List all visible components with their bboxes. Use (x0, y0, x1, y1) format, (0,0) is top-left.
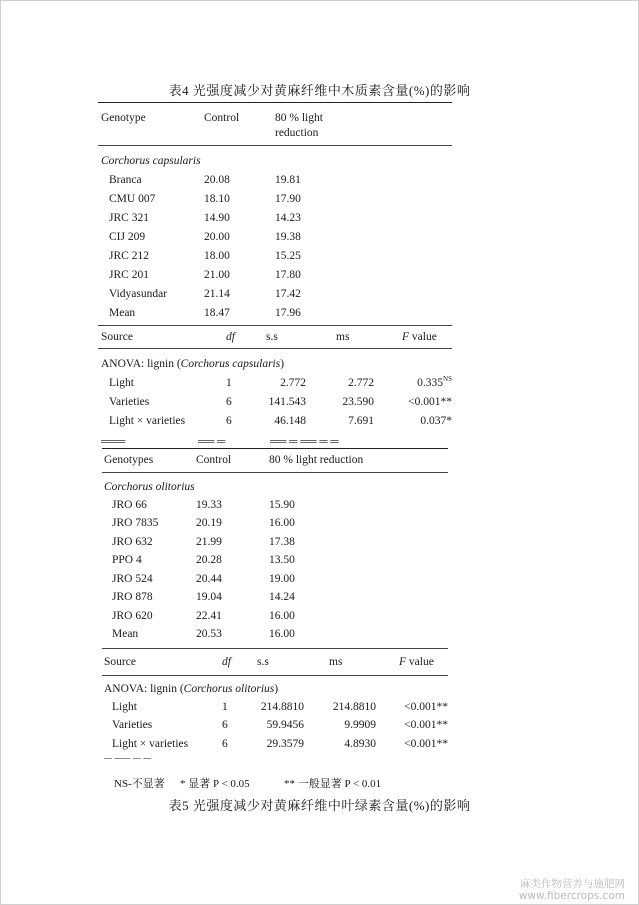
anova-ms: 9.9909 (344, 719, 376, 731)
anova-f-value: <0.001** (404, 701, 448, 713)
clipped-text-fragment: ═══ ══ ═ ══ ═ ══ ═ ═ (101, 440, 339, 448)
anova-header-rule (102, 675, 448, 676)
table4-top-rule (98, 102, 452, 103)
anova-header-df: df (222, 656, 231, 668)
reduced-mean: 17.96 (275, 307, 301, 319)
anova-ss: 2.772 (280, 377, 306, 389)
control-mean: 18.47 (204, 307, 230, 319)
reduced-value: 17.90 (275, 193, 301, 205)
table4b-top-rule (102, 448, 448, 449)
anova-ss: 214.8810 (260, 701, 304, 713)
genotype-name: JRO 878 (112, 591, 153, 603)
anova-ss: 141.543 (268, 396, 306, 408)
anova-ms: 23.590 (342, 396, 374, 408)
control-value: 20.19 (196, 517, 222, 529)
control-value: 20.44 (196, 573, 222, 585)
table4b-header-rule (102, 472, 448, 473)
anova-ms: 2.772 (348, 377, 374, 389)
species-olitorius: Corchorus olitorius (104, 481, 195, 493)
reduced-value: 13.50 (269, 554, 295, 566)
header-control: Control (196, 454, 232, 466)
anova-top-rule (102, 648, 448, 649)
anova-source: Light (109, 377, 134, 389)
genotype-name: JRO 524 (112, 573, 153, 585)
control-value: 18.00 (204, 250, 230, 262)
genotype-name: Vidyasundar (109, 288, 168, 300)
header-genotypes: Genotypes (104, 454, 154, 466)
reduced-value: 14.23 (275, 212, 301, 224)
anova-source: Light × varieties (109, 415, 186, 427)
reduced-value: 19.38 (275, 231, 301, 243)
watermark-site-name: 麻类作物营养与施肥网 (520, 878, 625, 890)
reduced-value: 16.00 (269, 517, 295, 529)
footnote-p05: * 显著 P < 0.05 (180, 778, 250, 790)
anova-f-value: <0.001** (408, 396, 452, 408)
control-value: 21.99 (196, 536, 222, 548)
anova-ms: 214.8810 (332, 701, 376, 713)
control-value: 21.14 (204, 288, 230, 300)
reduced-value: 15.25 (275, 250, 301, 262)
anova-source: Varieties (109, 396, 150, 408)
anova-header-ss: s.s (266, 331, 278, 343)
reduced-value: 19.81 (275, 174, 301, 186)
anova-ms: 7.691 (348, 415, 374, 427)
reduced-value: 17.38 (269, 536, 295, 548)
genotype-name: Branca (109, 174, 142, 186)
anova-title: ANOVA: lignin (Corchorus capsularis) (101, 358, 285, 370)
clipped-text-fragment: ═ ══ ═ ═ (104, 757, 152, 764)
anova-df: 6 (226, 396, 232, 408)
control-value: 14.90 (204, 212, 230, 224)
anova-f-value: <0.001** (404, 719, 448, 731)
anova-df: 6 (222, 738, 228, 750)
reduced-value: 17.80 (275, 269, 301, 281)
header-control: Control (204, 112, 240, 124)
control-value: 18.10 (204, 193, 230, 205)
anova-df: 6 (226, 415, 232, 427)
anova-header-ms: ms (329, 656, 343, 668)
anova-header-source: Source (101, 331, 133, 343)
species-capsularis: Corchorus capsularis (101, 155, 201, 167)
genotype-name: CMU 007 (109, 193, 156, 205)
anova-ss: 59.9456 (266, 719, 304, 731)
genotype-name: JRC 212 (109, 250, 149, 262)
header-reduction-line1: 80 % light (275, 112, 323, 124)
genotype-name: JRO 620 (112, 610, 153, 622)
anova-df: 6 (222, 719, 228, 731)
anova-source: Varieties (112, 719, 153, 731)
control-mean: 20.53 (196, 628, 222, 640)
anova-source: Light (112, 701, 137, 713)
genotype-name: JRC 321 (109, 212, 149, 224)
genotype-name: CIJ 209 (109, 231, 146, 243)
anova-f-value: <0.001** (404, 738, 448, 750)
anova-f-value: 0.037* (420, 415, 452, 427)
table5-caption: 表5 光强度减少对黄麻纤维中叶绿素含量(%)的影响 (168, 798, 471, 813)
anova-header-ss: s.s (257, 656, 269, 668)
table4-header-rule (98, 145, 452, 146)
anova-header-source: Source (104, 656, 136, 668)
header-reduction-line2: reduction (275, 127, 319, 139)
anova-df: 1 (226, 377, 232, 389)
anova-ss: 29.3579 (266, 738, 304, 750)
reduced-mean: 16.00 (269, 628, 295, 640)
header-genotype: Genotype (101, 112, 146, 124)
watermark-url: www.fibercrops.com (518, 890, 625, 902)
footnote-p01: ** 一般显著 P < 0.01 (284, 778, 382, 790)
genotype-mean: Mean (112, 628, 139, 640)
header-reduction: 80 % light reduction (269, 454, 364, 466)
anova-title: ANOVA: lignin (Corchorus olitorius) (104, 683, 279, 695)
anova-df: 1 (222, 701, 228, 713)
control-value: 21.00 (204, 269, 230, 281)
genotype-name: JRO 66 (112, 499, 147, 511)
genotype-name: PPO 4 (112, 554, 142, 566)
control-value: 20.08 (204, 174, 230, 186)
control-value: 20.00 (204, 231, 230, 243)
anova-header-f: F value (402, 331, 437, 343)
control-value: 20.28 (196, 554, 222, 566)
control-value: 19.04 (196, 591, 222, 603)
anova-header-rule (98, 348, 452, 349)
control-value: 19.33 (196, 499, 222, 511)
reduced-value: 17.42 (275, 288, 301, 300)
genotype-name: JRC 201 (109, 269, 149, 281)
anova-source: Light × varieties (112, 738, 189, 750)
reduced-value: 19.00 (269, 573, 295, 585)
anova-ss: 46.148 (274, 415, 306, 427)
reduced-value: 14.24 (269, 591, 295, 603)
reduced-value: 15.90 (269, 499, 295, 511)
anova-header-f: F value (399, 656, 434, 668)
table4-caption: 表4 光强度减少对黄麻纤维中木质素含量(%)的影响 (168, 83, 471, 98)
anova-ms: 4.8930 (344, 738, 376, 750)
genotype-name: JRO 632 (112, 536, 153, 548)
genotype-name: JRO 7835 (112, 517, 159, 529)
footnote-ns: NS-不显著 (114, 778, 165, 790)
anova-header-df: df (226, 331, 235, 343)
reduced-value: 16.00 (269, 610, 295, 622)
anova-f-value: $0.335^{NS}$ (417, 375, 452, 389)
genotype-mean: Mean (109, 307, 136, 319)
anova-header-ms: ms (336, 331, 350, 343)
anova-top-rule (98, 325, 452, 326)
control-value: 22.41 (196, 610, 222, 622)
